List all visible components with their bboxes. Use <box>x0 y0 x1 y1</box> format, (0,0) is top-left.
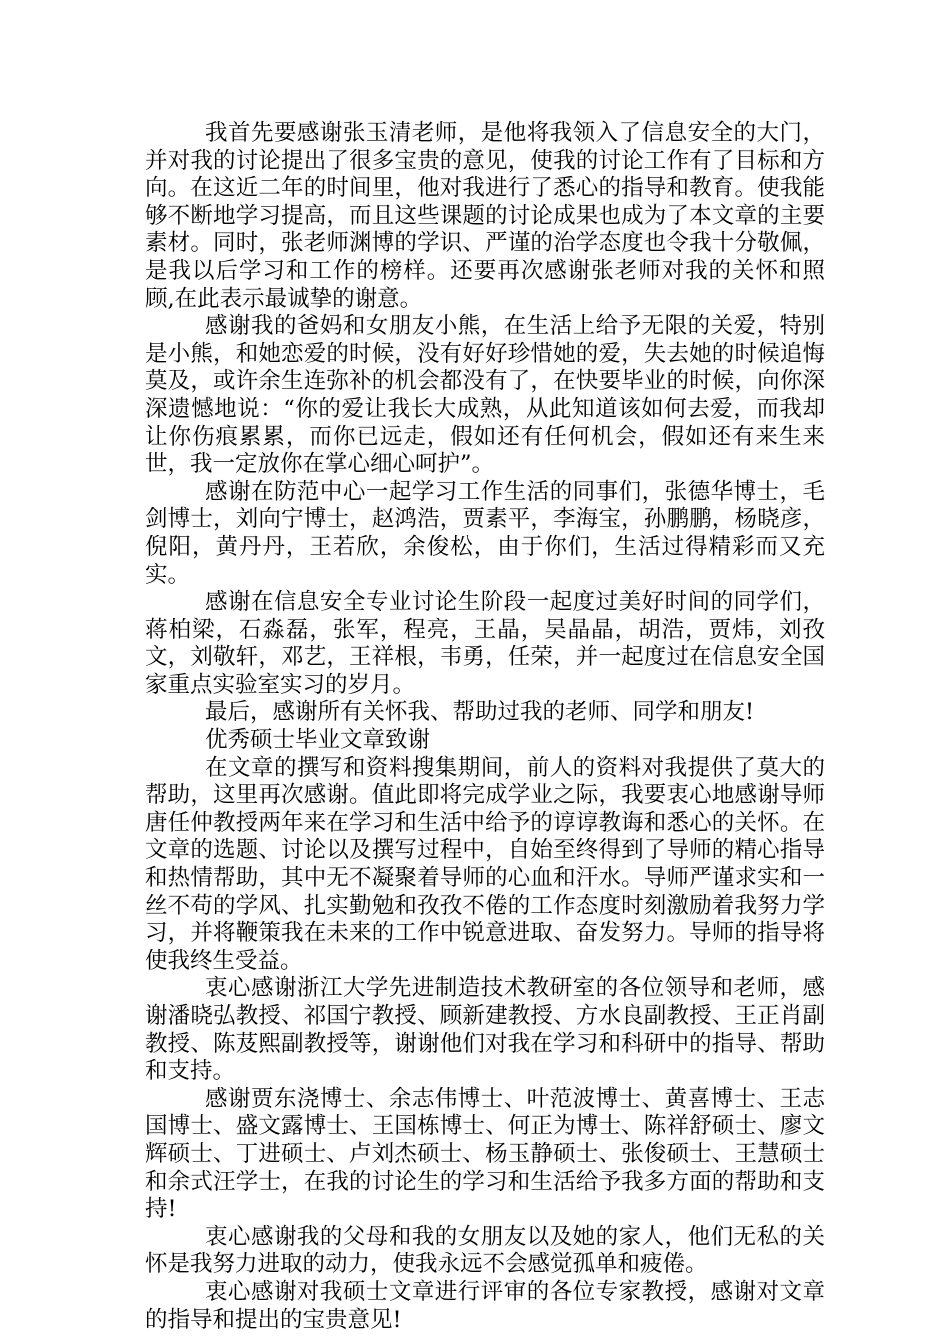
paragraph-thanks-parents: 衷心感谢我的父母和我的女朋友以及她的家人，他们无私的关怀是我努力进取的动力，使我永远不会感觉孤单和疲倦。 <box>145 1223 825 1278</box>
document-body <box>145 120 825 1334</box>
paragraph-thanks-family-girlfriend: 感谢我的爸妈和女朋友小熊，在生活上给予无限的关爱，特别是小熊，和她恋爱的时候，没有好好珍惜她的爱，失去她的时候追悔莫及，或许余生连弥补的机会都没有了，在快要毕业的时候，向你深深遗憾地说：“你的爱让我长大成熟，从此知道该如何去爱，而我却让你伤痕累累，而你已远走，假如还有任何机会，假如还有来生来世，我一定放你在掌心细心呵护”。 <box>145 313 825 478</box>
section-heading: 优秀硕士毕业文章致谢 <box>205 727 431 754</box>
paragraph-thanks-fellow-students: 感谢贾东浇博士、余志伟博士、叶范波博士、黄喜博士、王志国博士、盛文露博士、王国栋博士、何正为博士、陈祥舒硕士、廖文辉硕士、丁进硕士、卢刘杰硕士、杨玉静硕士、张俊硕士、王慧硕士和余式汪学士，在我的讨论生的学习和生活给予我多方面的帮助和支持! <box>145 1085 825 1223</box>
paragraph-thanks-advisor-tang: 在文章的撰写和资料搜集期间，前人的资料对我提供了莫大的帮助，这里再次感谢。值此即将完成学业之际，我要衷心地感谢导师唐任仲教授两年来在学习和生活中给予的谆谆教诲和悉心的关怀。在文章的选题、讨论以及撰写过程中，自始至终得到了导师的精心指导和热情帮助，其中无不凝聚着导师的心血和汗水。导师严谨求实和一丝不苟的学风、扎实勤勉和孜孜不倦的工作态度时刻激励着我努力学习，并将鞭策我在未来的工作中锐意进取、奋发努力。导师的指导将使我终生受益。 <box>145 754 825 974</box>
paragraph-thanks-reviewers: 衷心感谢对我硕士文章进行评审的各位专家教授，感谢对文章的指导和提出的宝贵意见! <box>145 1278 825 1333</box>
paragraph-thanks-classmates: 感谢在信息安全专业讨论生阶段一起度过美好时间的同学们，蒋柏梁，石淼磊，张军，程亮，王晶，吴晶晶，胡浩，贾炜，刘孜文，刘敬轩，邓艺，王祥根，韦勇，任荣，并一起度过在信息安全国家重点实验室实习的岁月。 <box>145 589 825 698</box>
paragraph-thanks-advisor-zhang: 我首先要感谢张玉清老师，是他将我领入了信息安全的大门，并对我的讨论提出了很多宝贵的意见，使我的讨论工作有了目标和方向。在这近二年的时间里，他对我进行了悉心的指导和教育。使我能够不断地学习提高，而且这些课题的讨论成果也成为了本文章的主要素材。同时，张老师渊博的学识、严谨的治学态度也令我十分敬佩，是我以后学习和工作的榜样。还要再次感谢张老师对我的关怀和照顾,在此表示最诚挚的谢意。 <box>145 120 825 312</box>
paragraph-thanks-zju-lab: 衷心感谢浙江大学先进制造技术教研室的各位领导和老师，感谢潘晓弘教授、祁国宁教授、顾新建教授、方水良副教授、王正肖副教授、陈芨熙副教授等，谢谢他们对我在学习和科研中的指导、帮助和支持。 <box>145 975 825 1085</box>
paragraph-thanks-colleagues: 感谢在防范中心一起学习工作生活的同事们，张德华博士，毛剑博士，刘向宁博士，赵鸿浩，贾素平，李海宝，孙鹏鹏，杨晓彦，倪阳，黄丹丹，王若欣，余俊松，由于你们，生活过得精彩而又充实。 <box>145 478 825 588</box>
paragraph-final-thanks: 最后，感谢所有关怀我、帮助过我的老师、同学和朋友! <box>205 699 755 726</box>
